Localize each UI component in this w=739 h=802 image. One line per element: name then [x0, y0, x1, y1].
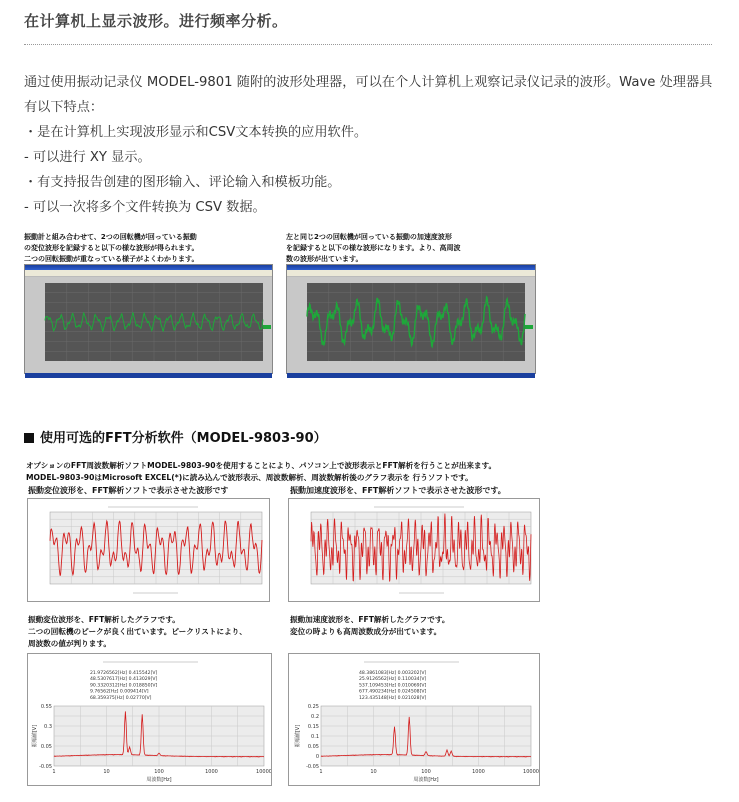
fft-spectrum-right: [288, 653, 540, 786]
intro-line: ・是在计算机上实现波形显示和CSV文本转换的应用软件。: [24, 125, 368, 140]
x-tick-label: 10000: [523, 769, 539, 775]
x-tick-label: 10000: [256, 769, 271, 775]
intro-text: [24, 70, 714, 220]
y-tick-label: 0.1: [311, 733, 319, 740]
intro-line: 通过使用振动记录仪 MODEL-9801 随附的波形处理器，可以在个人计算机上观察记录仪记录的波形。Wave 处理器具有以下特点：: [24, 75, 713, 115]
page-title: 在计算机上显示波形。进行频率分析。: [24, 12, 288, 30]
peak-list-item: 48.3861083[Hz] 0.003202[V]: [359, 671, 427, 676]
x-tick-label: 100: [421, 769, 431, 775]
intro-line: - 可以进行 XY 显示。: [24, 150, 151, 165]
y-axis-label: 振幅値[V]: [32, 724, 38, 748]
wave-processor-screenshot-left: [24, 264, 273, 374]
intro-line: ・有支持报告创建的图形输入、评论输入和模板功能。: [24, 175, 341, 190]
displacement-waveform-chart: [28, 499, 269, 601]
acceleration-wave-display: [287, 277, 535, 369]
x-axis-label: 周波数[Hz]: [413, 777, 439, 783]
screen-caption-right: 左と同じ2つの回転機が回っている振動の加速度波形 を記録すると以下の様な波形になります。より、高周波 数の波形が出ています。: [286, 233, 461, 263]
y-tick-label: -0.05: [306, 763, 319, 770]
displacement-wave-display: [25, 277, 272, 369]
peak-list-item: 48.5307617[Hz] 0.413029[V]: [90, 677, 158, 683]
caption-wave-right: 振動加速度波形を、FFT解析ソフトで表示させた波形です。: [290, 486, 506, 495]
spectrum-chart-left: [28, 654, 271, 785]
fft-section-heading: 使用可选的FFT分析软件（MODEL-9803-90）: [24, 427, 327, 446]
y-tick-label: 0.25: [307, 703, 319, 710]
x-tick-label: 1000: [472, 769, 485, 775]
y-tick-label: -0.05: [39, 763, 52, 770]
y-tick-label: 0.15: [307, 723, 319, 730]
fft-waveform-left: [27, 498, 270, 602]
y-tick-label: 0.55: [40, 703, 52, 710]
fft-intro: オプションのFFT周波数解析ソフトMODEL-9803-90を使用することにより、パソコン上で波形表示とFFT解析を行うことが出来ます。 MODEL-9803-90はMicrosoft EXCEL(*)に読み込んで波形表示、周波数解析、周波数解析後のグラフ表示を 行うソフトです。: [26, 461, 497, 482]
peak-list-item: 9.76562[Hz] 0.009414[V]: [90, 689, 149, 695]
peak-list-item: 21.9726562[Hz] 0.415542[V]: [90, 671, 158, 676]
y-tick-label: 0.2: [311, 713, 319, 720]
divider: [24, 44, 712, 45]
fft-waveform-right: [288, 498, 540, 602]
wave-processor-screenshot-right: [286, 264, 536, 374]
y-tick-label: 0.05: [40, 743, 52, 750]
peak-list-item: 537.109453[Hz] 0.010069[V]: [359, 683, 427, 689]
y-tick-label: 0: [315, 753, 319, 760]
intro-line: - 可以一次将多个文件转换为 CSV 数据。: [24, 200, 266, 215]
x-tick-label: 100: [154, 769, 164, 775]
y-tick-label: 0.05: [307, 743, 319, 750]
caption-spectrum-right: 振動加速度波形を、FFT解析したグラフです。 変位の時よりも高周波数成分が出ています。: [290, 615, 450, 636]
fft-spectrum-left: [27, 653, 272, 786]
caption-wave-left: 振動変位波形を、FFT解析ソフトで表示させた波形です: [28, 486, 229, 495]
x-tick-label: 10: [103, 769, 110, 775]
acceleration-waveform-chart: [289, 499, 539, 601]
x-tick-label: 1: [319, 769, 323, 775]
spectrum-chart-right: [289, 654, 539, 785]
screen-caption-left: 振動計と組み合わせて、2つの回転機が回っている振動 の変位波形を記録すると以下の様な波形が得られます。 二つの回転振動が重なっている様子がよくわかります。: [24, 233, 199, 263]
peak-list-item: 90.3320312[Hz] 0.018850[V]: [90, 683, 158, 689]
x-tick-label: 1000: [205, 769, 218, 775]
square-bullet-icon: [24, 433, 34, 443]
x-axis-label: 周波数[Hz]: [146, 777, 172, 783]
peak-list-item: 25.9126562[Hz] 0.110034[V]: [359, 677, 427, 683]
peak-list-item: 677.490234[Hz] 0.024508[V]: [359, 689, 427, 695]
caption-spectrum-left: 振動変位波形を、FFT解析したグラフです。 二つの回転機のピークが良く出ています。ピークリストにより、 周波数の値が判ります。: [28, 615, 247, 648]
peak-list-item: 68.359375[Hz] 0.02770[V]: [90, 695, 152, 701]
peak-list-item: 123.435148[Hz] 0.021028[V]: [359, 695, 427, 701]
y-axis-label: 振幅値[V]: [295, 724, 301, 748]
x-tick-label: 1: [52, 769, 56, 775]
y-tick-label: 0.3: [44, 723, 52, 730]
x-tick-label: 10: [370, 769, 377, 775]
